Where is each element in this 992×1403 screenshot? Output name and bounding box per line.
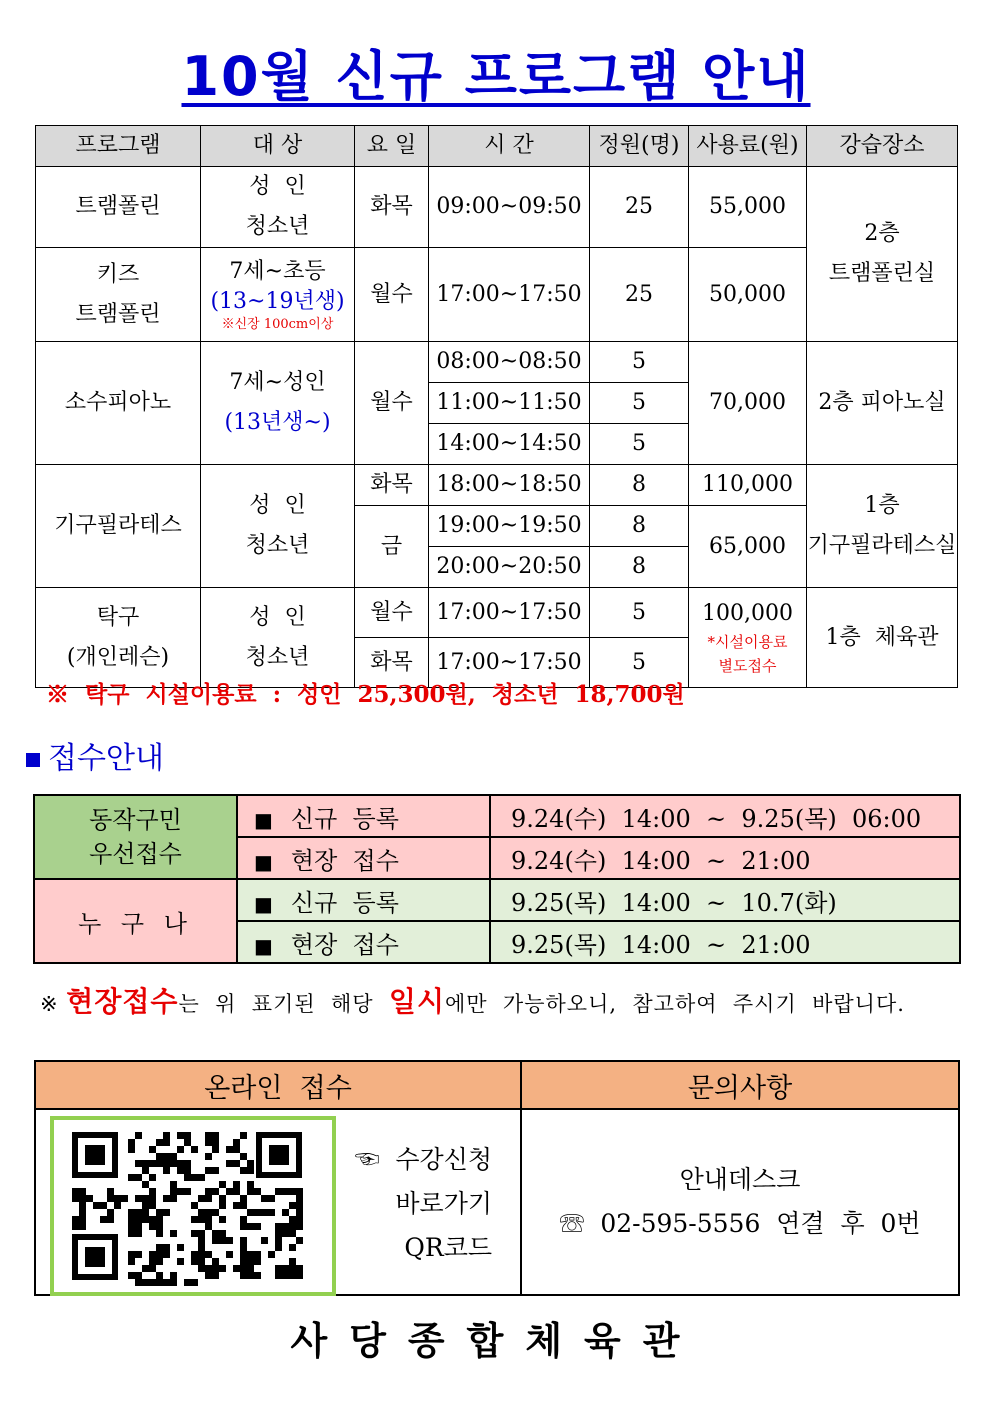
- phone-number[interactable]: ☏ 02-595-5556 연결 후 0번: [559, 1209, 921, 1238]
- program-name: 소수피아노: [36, 342, 201, 465]
- header-time: 시 간: [429, 126, 590, 167]
- time-cell: 14:00~14:50: [429, 424, 590, 465]
- day-cell: 월수: [355, 248, 429, 342]
- qr-code[interactable]: [50, 1116, 336, 1296]
- place-cell: 2층 피아노실: [807, 342, 958, 465]
- header-place: 강습장소: [807, 126, 958, 167]
- inquiry-cell: [521, 1109, 959, 1295]
- qr-caption: ☜ 수강신청 바로가기 QR코드: [354, 1145, 492, 1262]
- time-cell: 17:00~17:50: [429, 588, 590, 638]
- fee-cell: 110,000: [689, 465, 807, 506]
- reg-date: 9.24(수) 14:00 ~ 9.25(목) 06:00: [490, 795, 960, 837]
- registration-table: [33, 794, 961, 964]
- capacity-cell: 8: [590, 506, 689, 547]
- place-cell: 1층 기구필라테스실: [807, 465, 958, 588]
- online-cell: [35, 1109, 521, 1295]
- target-cell: 성 인 청소년: [201, 588, 355, 688]
- capacity-cell: 5: [590, 424, 689, 465]
- section-heading: 접수안내: [26, 733, 164, 777]
- capacity-cell: 25: [590, 167, 689, 248]
- inquiry-header: 문의사항: [521, 1061, 959, 1109]
- reg-type: ■ 현장 접수: [237, 921, 490, 963]
- facility-name: 사당종합체육관: [290, 1319, 702, 1363]
- capacity-cell: 25: [590, 248, 689, 342]
- reg-date: 9.24(수) 14:00 ~ 21:00: [490, 837, 960, 879]
- table-row: [36, 342, 958, 383]
- info-desk-label: 안내데스크: [679, 1165, 801, 1194]
- day-cell: 화목: [355, 465, 429, 506]
- reg-date: 9.25(목) 14:00 ~ 10.7(화): [490, 879, 960, 921]
- fee-cell: 55,000: [689, 167, 807, 248]
- capacity-cell: 5: [590, 588, 689, 638]
- pingpong-fee-note: ※ 탁구 시설이용료 : 성인 25,300원, 청소년 18,700원: [46, 681, 685, 708]
- capacity-cell: 5: [590, 342, 689, 383]
- square-bullet-icon: [26, 753, 40, 767]
- table-row: [36, 588, 958, 638]
- fee-cell: 50,000: [689, 248, 807, 342]
- program-table: [35, 125, 958, 688]
- time-cell: 08:00~08:50: [429, 342, 590, 383]
- time-cell: 20:00~20:50: [429, 547, 590, 588]
- reg-type: ■ 현장 접수: [237, 837, 490, 879]
- contact-table: [34, 1060, 960, 1296]
- time-cell: 11:00~11:50: [429, 383, 590, 424]
- capacity-cell: 8: [590, 465, 689, 506]
- header-day: 요 일: [355, 126, 429, 167]
- place-cell: 2층 트램폴린실: [807, 167, 958, 342]
- header-program: 프로그램: [36, 126, 201, 167]
- fee-cell: 65,000: [689, 506, 807, 588]
- day-cell: 화목: [355, 167, 429, 248]
- time-cell: 17:00~17:50: [429, 248, 590, 342]
- program-name: 키즈 트램폴린: [36, 248, 201, 342]
- fee-cell: 100,000 *시설이용료 별도접수: [689, 588, 807, 688]
- header-capacity: 정원(명): [590, 126, 689, 167]
- capacity-cell: 8: [590, 547, 689, 588]
- onsite-note: ※ 현장접수는 위 표기된 해당 일시에만 가능하오니, 참고하여 주시기 바랍니다.: [40, 985, 905, 1018]
- reg-date: 9.25(목) 14:00 ~ 21:00: [490, 921, 960, 963]
- group-label-residents: 동작구민 우선접수: [34, 795, 237, 879]
- program-name: 트램폴린: [36, 167, 201, 248]
- target-cell: 7세~성인 (13년생~): [201, 342, 355, 465]
- table-row: [34, 795, 960, 837]
- day-cell: 월수: [355, 588, 429, 638]
- program-name: 탁구 (개인레슨): [36, 588, 201, 688]
- online-header: 온라인 접수: [35, 1061, 521, 1109]
- day-cell: 화목: [355, 638, 429, 688]
- capacity-cell: 5: [590, 638, 689, 688]
- target-cell: 성 인 청소년: [201, 465, 355, 588]
- target-cell: 7세~초등 (13~19년생) ※신장 100cm이상: [201, 248, 355, 342]
- time-cell: 09:00~09:50: [429, 167, 590, 248]
- time-cell: 18:00~18:50: [429, 465, 590, 506]
- time-cell: 19:00~19:50: [429, 506, 590, 547]
- group-label-everyone: 누 구 나: [34, 879, 237, 963]
- target-cell: 성 인 청소년: [201, 167, 355, 248]
- page-title: 10월 신규 프로그램 안내: [181, 45, 811, 108]
- header-fee: 사용료(원): [689, 126, 807, 167]
- day-cell: 금: [355, 506, 429, 588]
- table-header-row: [36, 126, 958, 167]
- table-row: [34, 879, 960, 921]
- table-row: [36, 465, 958, 506]
- reg-type: ■ 신규 등록: [237, 795, 490, 837]
- day-cell: 월수: [355, 342, 429, 465]
- place-cell: 1층 체육관: [807, 588, 958, 688]
- program-name: 기구필라테스: [36, 465, 201, 588]
- reg-type: ■ 신규 등록: [237, 879, 490, 921]
- table-row: [36, 167, 958, 248]
- header-target: 대 상: [201, 126, 355, 167]
- time-cell: 17:00~17:50: [429, 638, 590, 688]
- capacity-cell: 5: [590, 383, 689, 424]
- fee-cell: 70,000: [689, 342, 807, 465]
